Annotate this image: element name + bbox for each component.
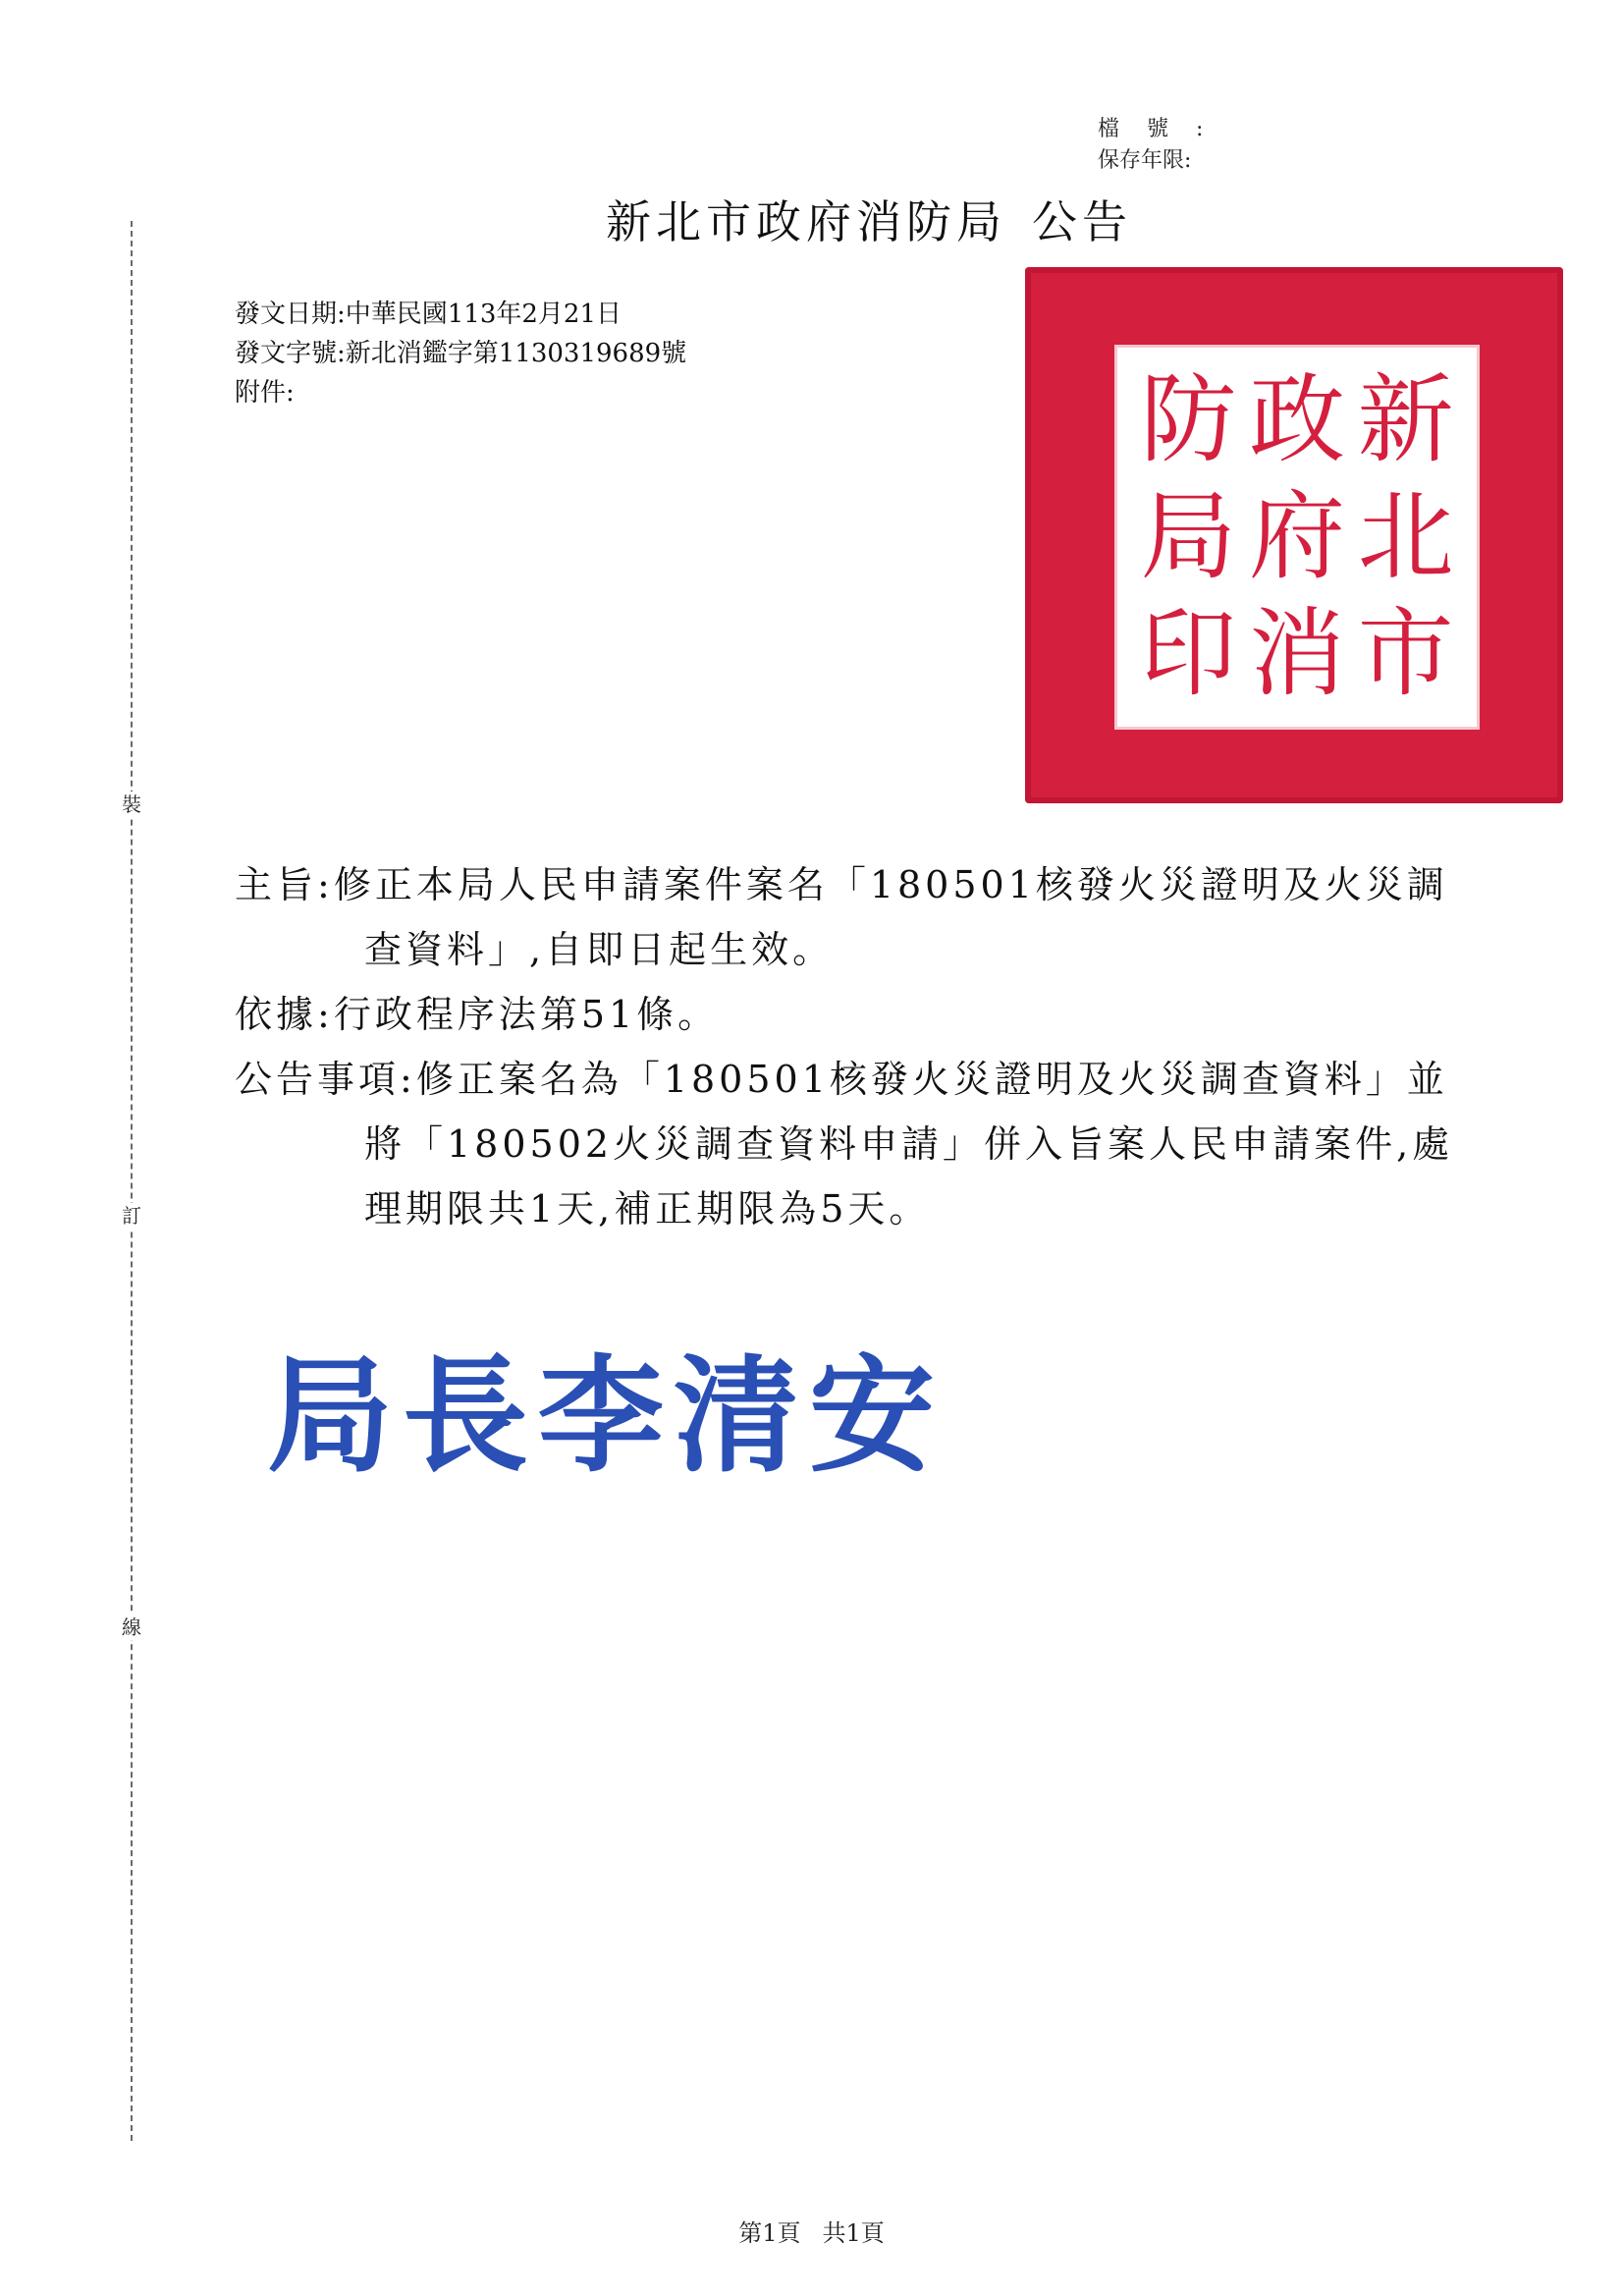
issue-number: 發文字號:新北消鑑字第1130319689號	[235, 339, 687, 368]
basis-paragraph	[235, 982, 719, 1047]
notice-paragraph	[235, 1047, 1453, 1241]
retention-label: 保存年限:	[1098, 148, 1192, 173]
seal-char: 北	[1357, 480, 1454, 593]
seal-char: 局	[1140, 480, 1237, 593]
file-number-label: 檔號:	[1098, 117, 1231, 141]
document-type: 公告	[1032, 195, 1132, 248]
seal-char: 消	[1249, 597, 1346, 710]
attachment: 附件:	[235, 378, 295, 408]
file-info	[1098, 114, 1230, 177]
seal-char: 防	[1140, 364, 1237, 477]
basis-label: 依據:	[235, 993, 334, 1036]
subject-line-1: 修正本局人民申請案件案名「180501核發火災證明及火災調	[333, 863, 1448, 906]
subject-label: 主旨:	[235, 863, 334, 906]
seal-frame	[1117, 348, 1477, 727]
binding-mark-staple: 訂	[119, 1203, 144, 1229]
agency-name: 新北市政府消防局	[606, 195, 1006, 248]
notice-label: 公告事項:	[235, 1058, 416, 1101]
binding-line	[131, 221, 133, 2141]
subject-line-2: 查資料」,自即日起生效。	[364, 928, 835, 971]
binding-mark-bind: 裝	[119, 792, 144, 817]
director-signature: 局長李清安	[267, 1342, 946, 1490]
issuance-meta	[235, 295, 686, 412]
official-seal-icon	[1025, 267, 1563, 803]
seal-char: 府	[1249, 480, 1346, 593]
page-number: 第1頁	[738, 2219, 801, 2247]
seal-char: 新	[1357, 364, 1454, 477]
notice-line-3: 理期限共1天,補正期限為5天。	[364, 1187, 931, 1230]
seal-characters	[1134, 362, 1460, 712]
issue-date: 發文日期:中華民國113年2月21日	[235, 300, 622, 329]
seal-char: 印	[1140, 597, 1237, 710]
seal-char: 市	[1357, 597, 1454, 710]
basis-text: 行政程序法第51條。	[333, 993, 720, 1036]
notice-line-1: 修正案名為「180501核發火災證明及火災調查資料」並	[415, 1058, 1448, 1101]
binding-mark-line: 線	[119, 1614, 144, 1640]
page-title	[0, 187, 1623, 251]
page-total: 共1頁	[822, 2219, 885, 2247]
notice-line-2: 將「180502火災調查資料申請」併入旨案人民申請案件,處	[364, 1122, 1454, 1166]
page-footer	[0, 2214, 1623, 2248]
subject-paragraph	[235, 852, 1448, 982]
seal-char: 政	[1249, 364, 1346, 477]
